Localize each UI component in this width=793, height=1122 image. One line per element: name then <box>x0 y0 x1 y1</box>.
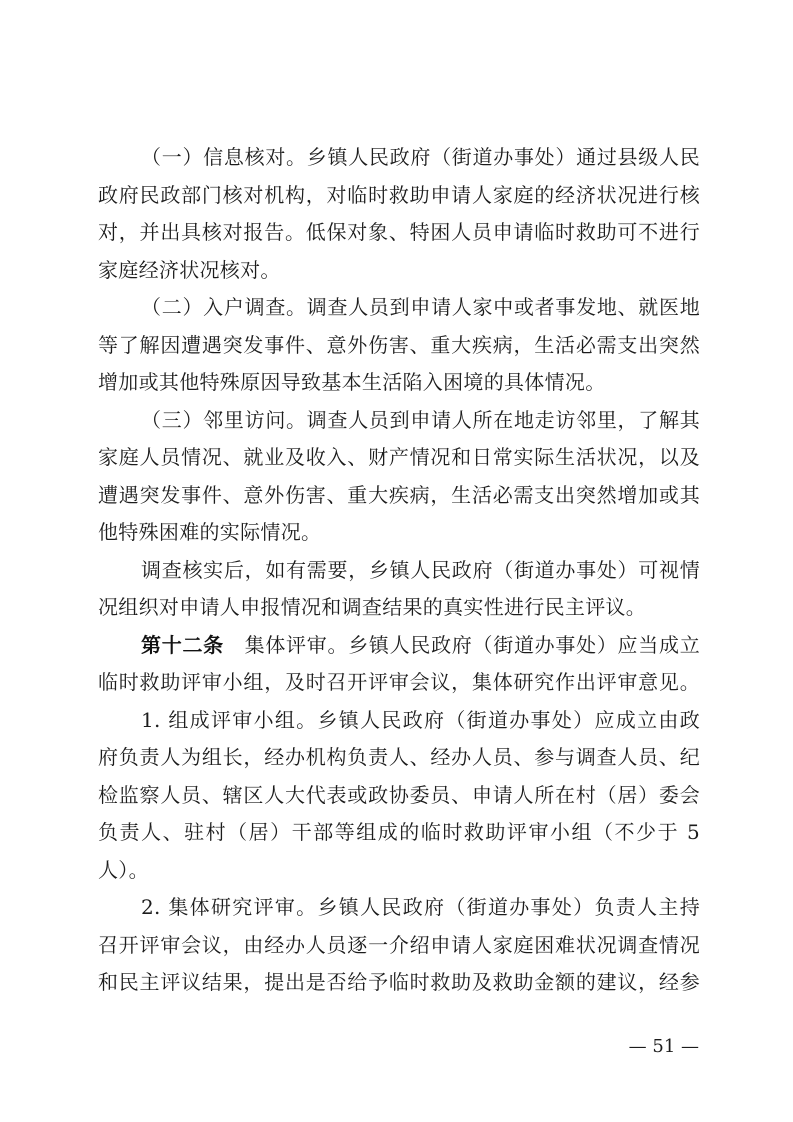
text-line: （三）邻里访问。调查人员到申请人所在地走访邻里，了解其 <box>141 407 700 432</box>
article-heading-text: 集体评审。乡镇人民政府（街道办事处）应当成立 <box>223 632 701 657</box>
text-line: 人）。 <box>98 857 149 882</box>
text-line: 他特殊困难的实际情况。 <box>98 520 322 544</box>
text-line: 检监察人员、辖区人大代表或政协委员、申请人所在村（居）委会 <box>98 782 700 807</box>
paragraph <box>98 139 700 289</box>
text-line: 调查核实后，如有需要，乡镇人民政府（街道办事处）可视情 <box>141 557 700 582</box>
text-line: 2. 集体研究评审。乡镇人民政府（街道办事处）负责人主持 <box>141 895 700 919</box>
text-line: 况组织对申请人申报情况和调查结果的真实性进行民主评议。 <box>98 595 647 619</box>
text-line: 政府民政部门核对机构，对临时救助申请人家庭的经济状况进行核 <box>98 182 700 207</box>
paragraph <box>98 889 700 1002</box>
text-line: 临时救助评审小组，及时召开评审会议，集体研究作出评审意见。 <box>98 670 700 694</box>
paragraph <box>98 702 700 890</box>
text-line <box>98 627 700 665</box>
text-line: 召开评审会议，由经办人员逐一介绍申请人家庭困难状况调查情况 <box>98 932 700 957</box>
text-line: 家庭人员情况、就业及收入、财产情况和日常实际生活状况，以及 <box>98 445 700 469</box>
text-line: 府负责人为组长，经办机构负责人、经办人员、参与调查人员、纪 <box>98 745 700 769</box>
page-number: — 51 — <box>628 1036 699 1057</box>
text-line: 负责人、驻村（居）干部等组成的临时救助评审小组（不少于 5 <box>98 820 700 844</box>
paragraph <box>98 402 700 552</box>
text-line: 等了解因遭遇突发事件、意外伤害、重大疾病，生活必需支出突然 <box>98 332 700 357</box>
article-paragraph <box>98 627 700 702</box>
article-heading: 第十二条 <box>141 632 224 657</box>
text-line: 对，并出具核对报告。低保对象、特困人员申请临时救助可不进行 <box>98 220 700 244</box>
text-line: （一）信息核对。乡镇人民政府（街道办事处）通过县级人民 <box>141 145 700 169</box>
text-line: 1. 组成评审小组。乡镇人民政府（街道办事处）应成立由政 <box>141 707 700 732</box>
paragraph <box>98 289 700 402</box>
document-body <box>98 139 700 1002</box>
text-line: （二）入户调查。调查人员到申请人家中或者事发地、就医地 <box>141 295 700 319</box>
text-line: 和民主评议结果，提出是否给予临时救助及救助金额的建议，经参 <box>98 970 700 994</box>
text-line: 遭遇突发事件、意外伤害、重大疾病，生活必需支出突然增加或其 <box>98 482 700 507</box>
text-line: 家庭经济状况核对。 <box>98 257 281 282</box>
paragraph <box>98 552 700 627</box>
text-line: 增加或其他特殊原因导致基本生活陷入困境的具体情况。 <box>98 370 606 394</box>
